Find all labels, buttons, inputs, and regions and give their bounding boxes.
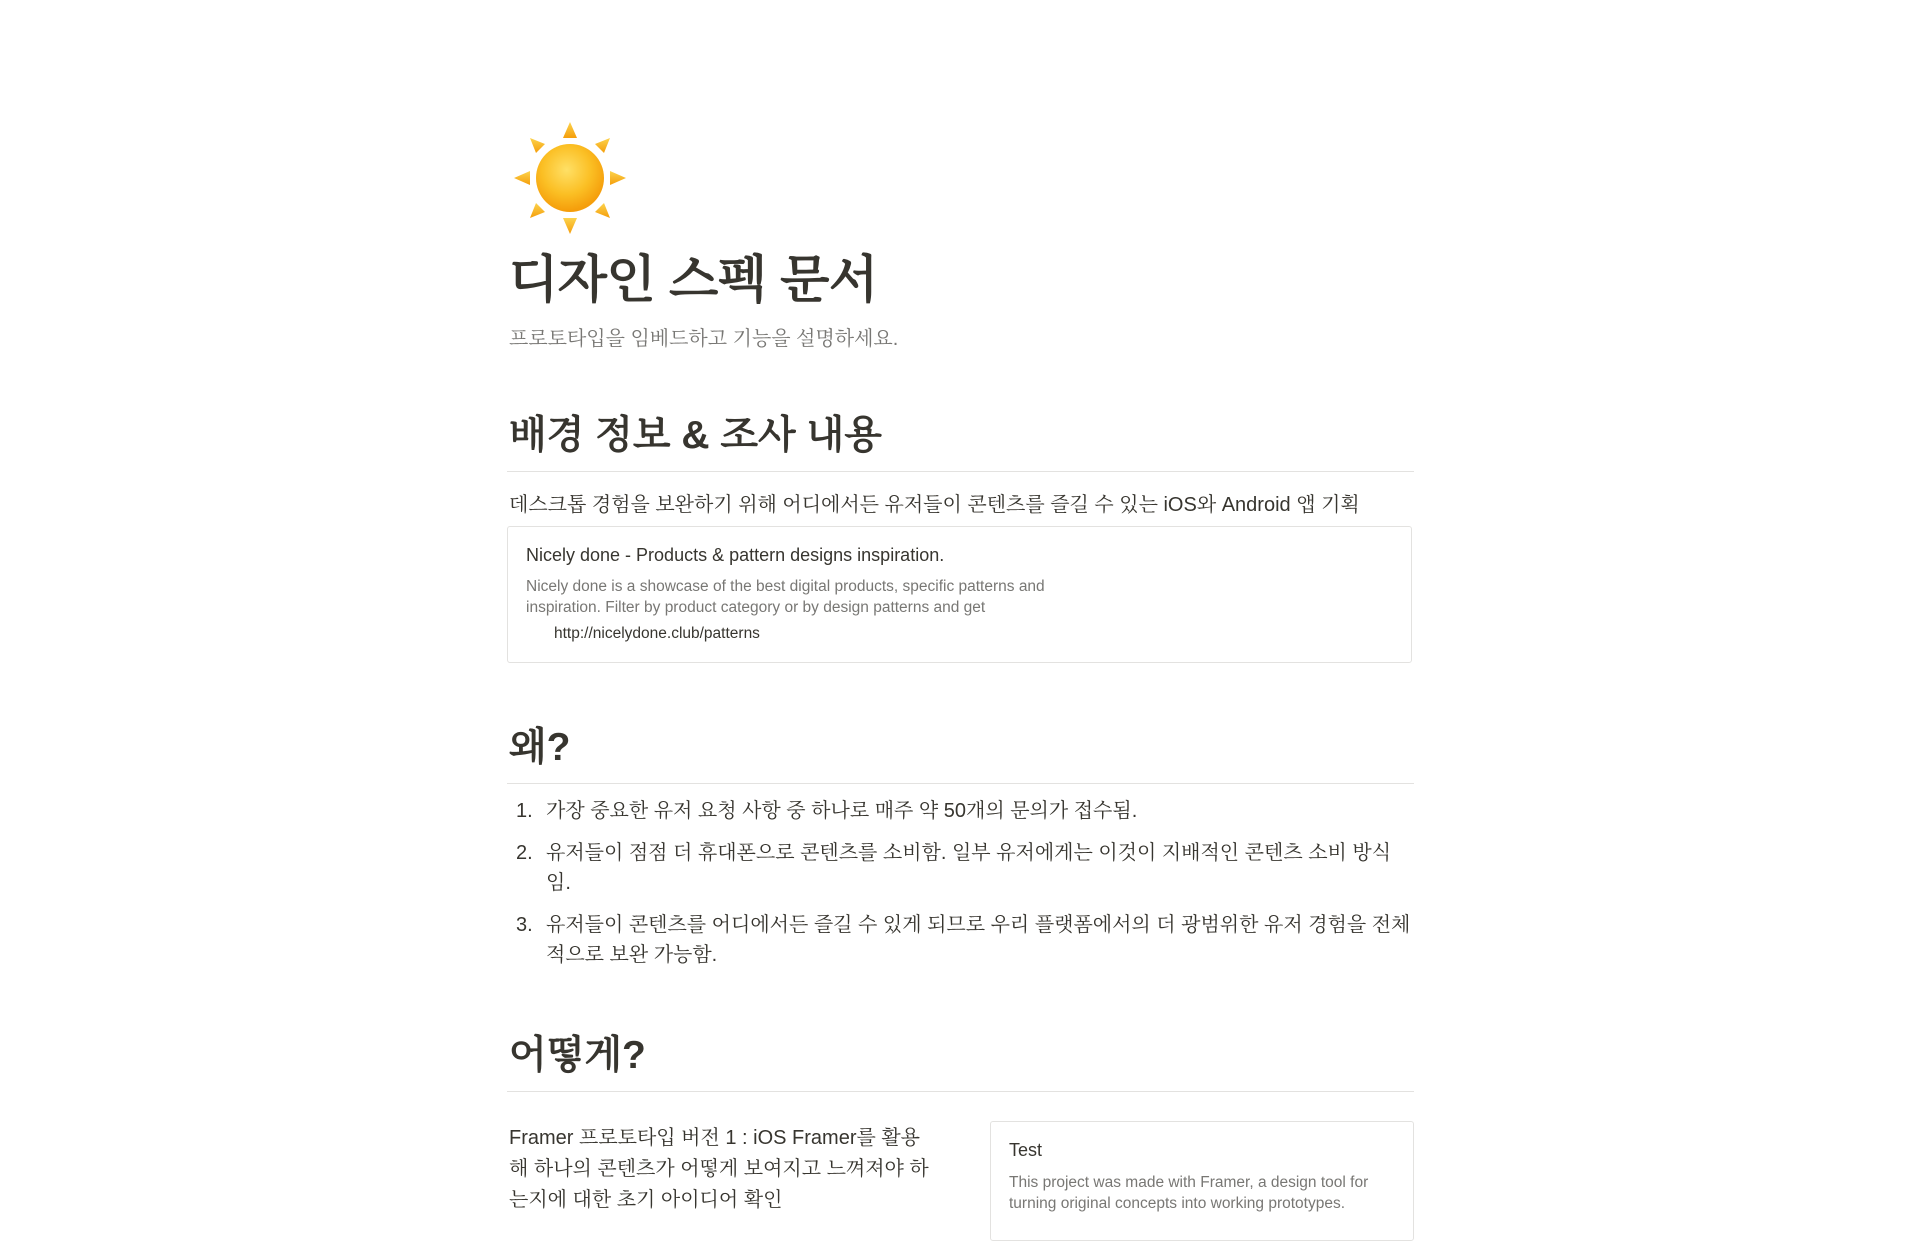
list-item-text: 유저들이 점점 더 휴대폰으로 콘텐츠를 소비함. 일부 유저에게는 이것이 지배적인 콘텐츠 소비 방식임. <box>546 842 1392 894</box>
sun-icon[interactable] <box>510 118 630 238</box>
page-title[interactable]: 디자인 스펙 문서 <box>509 251 878 308</box>
bookmark-card[interactable] <box>507 526 1412 663</box>
how-paragraph[interactable]: Framer 프로토타입 버전 1 : iOS Framer를 활용해 하나의 콘텐츠가 어떻게 보여지고 느껴져야 하는지에 대한 초기 아이디어 확인 <box>509 1127 929 1211</box>
divider <box>507 1091 1414 1092</box>
heading-how[interactable]: 어떻게? <box>509 1034 646 1077</box>
list-item[interactable] <box>509 910 1414 970</box>
list-item-text: 유저들이 콘텐츠를 어디에서든 즐길 수 있게 되므로 우리 플랫폼에서의 더 광범위한 유저 경험을 전체적으로 보완 가능함. <box>546 914 1411 966</box>
why-numbered-list <box>509 796 1414 982</box>
page-subtitle[interactable]: 프로토타입을 임베드하고 기능을 설명하세요. <box>509 328 899 350</box>
framer-embed-card[interactable] <box>990 1121 1414 1241</box>
list-item[interactable] <box>509 838 1414 898</box>
divider <box>507 783 1414 784</box>
list-number: 3. <box>516 914 533 936</box>
bookmark-title: Nicely done - Products & pattern designs inspiration. <box>526 545 945 565</box>
bookmark-description: Nicely done is a showcase of the best digital products, specific patterns and inspiration. Filter by product category or by design patterns and get <box>526 578 1045 616</box>
list-item-text: 가장 중요한 유저 요청 사항 중 하나로 매주 약 50개의 문의가 접수됨. <box>546 800 1138 822</box>
heading-background[interactable]: 배경 정보 & 조사 내용 <box>509 414 882 457</box>
background-paragraph[interactable]: 데스크톱 경험을 보완하기 위해 어디에서든 유저들이 콘텐츠를 즐길 수 있는 iOS와 Android 앱 기획 <box>509 494 1360 516</box>
list-number: 1. <box>516 800 533 822</box>
embed-title: Test <box>1009 1140 1043 1160</box>
list-number: 2. <box>516 842 533 864</box>
divider <box>507 471 1414 472</box>
heading-why[interactable]: 왜? <box>509 726 571 769</box>
embed-description: This project was made with Framer, a design tool for turning original concepts into working prototypes. <box>1009 1174 1369 1212</box>
bookmark-url[interactable]: http://nicelydone.club/patterns <box>554 625 760 642</box>
list-item[interactable] <box>509 796 1414 826</box>
